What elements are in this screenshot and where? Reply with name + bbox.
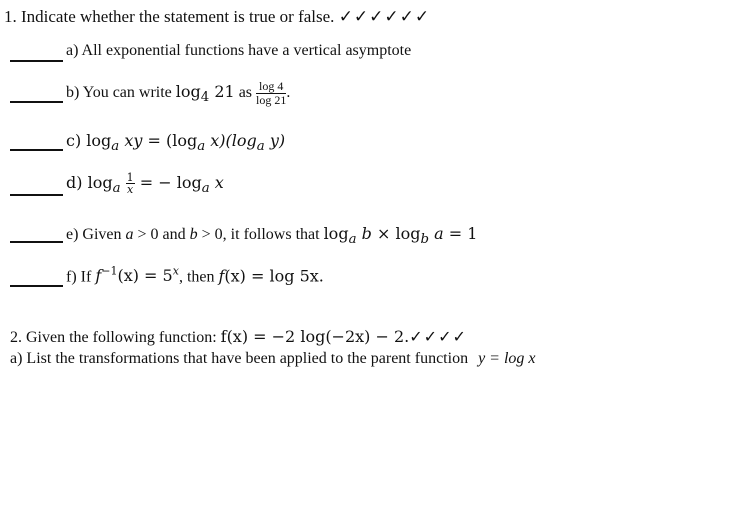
statement-f: [66, 265, 324, 286]
var-a: a: [125, 226, 134, 243]
log-base: a: [111, 139, 120, 155]
question-2-text: 2. Given the following function:: [10, 329, 217, 346]
log-base: 4: [200, 90, 210, 106]
statement-e-expr: [323, 224, 478, 248]
equals-one: = 1: [448, 224, 478, 243]
answer-blank-f[interactable]: [10, 285, 63, 287]
statement-b-log: [175, 82, 235, 106]
f-symbol: f: [218, 266, 225, 286]
label-d: d): [66, 173, 83, 192]
log-base: a: [256, 139, 265, 155]
fraction-denominator: x: [127, 183, 134, 196]
times-log: × log: [376, 224, 421, 243]
answer-blank-e[interactable]: [10, 241, 63, 243]
statement-b-fraction: [256, 80, 286, 107]
as-text: as: [238, 84, 253, 102]
log-text: log: [86, 131, 112, 150]
then-text: , then: [178, 268, 215, 286]
log-arg: xy: [124, 131, 143, 150]
cond-a: > 0 and: [137, 226, 186, 243]
statement-c: [66, 131, 285, 154]
part-a-text: a) List the transformations that have been applied to the parent function: [10, 350, 469, 367]
fraction-numerator: log 4: [256, 80, 286, 94]
f-symbol: f: [95, 266, 102, 286]
statement-f-expr: [95, 266, 179, 285]
log-text: log: [323, 224, 349, 243]
statement-d: [66, 172, 224, 196]
var-b: b: [189, 226, 198, 243]
label-c: c): [66, 131, 82, 150]
question-1-title: [4, 7, 430, 27]
cond-b: > 0, it follows that: [201, 226, 320, 243]
answer-blank-a[interactable]: [10, 60, 63, 62]
log-text: log: [175, 82, 201, 102]
question-2-part-a: [10, 350, 536, 368]
checkmarks: ✓✓✓✓✓✓: [338, 7, 431, 26]
statement-e-text: e) Given: [66, 226, 122, 243]
question-1-text: 1. Indicate whether the statement is true or false.: [4, 7, 335, 26]
log-base: a: [112, 181, 121, 197]
answer-blank-d[interactable]: [10, 194, 63, 196]
statement-b-text: b) You can write: [66, 84, 172, 102]
exponent-x: x: [172, 265, 179, 278]
fraction-numerator: 1: [126, 171, 134, 184]
paren-x: x)(log: [210, 131, 257, 150]
answer-blank-b[interactable]: [10, 101, 63, 103]
question-2-function: f(x) = −2 log(−2x) − 2.: [220, 327, 410, 346]
log-base: b: [420, 232, 429, 248]
inverse-exponent: −1: [101, 265, 118, 278]
log-arg: x: [214, 173, 224, 192]
log-base: a: [201, 181, 210, 197]
statement-b: [66, 80, 290, 107]
answer-blank-c[interactable]: [10, 149, 63, 151]
log-arg: 21: [214, 82, 235, 102]
log-base: a: [197, 139, 206, 155]
paren-y: y): [269, 131, 286, 150]
statement-a-text: a) All exponential functions have a vertical asymptote: [66, 42, 412, 59]
statement-e: [66, 224, 477, 247]
log-arg: a: [434, 224, 444, 243]
equals-neg-log: = − log: [139, 173, 202, 192]
checkmarks: ✓✓✓✓: [409, 329, 467, 346]
question-2-title: [10, 327, 467, 347]
paren-log: (log: [166, 131, 198, 150]
log-arg: b: [361, 224, 372, 243]
period: .: [286, 84, 291, 102]
log-base: a: [348, 232, 357, 248]
statement-f-rhs: [218, 266, 323, 285]
statement-d-fraction: [126, 172, 135, 195]
statement-f-text: f) If: [66, 268, 92, 286]
statement-a: [66, 42, 411, 60]
parent-function: y = log x: [478, 350, 536, 367]
f-rest: (x) = log 5x.: [224, 266, 324, 286]
log-text: log: [87, 173, 113, 192]
finv-expr: (x) = 5: [117, 266, 173, 286]
equals: =: [147, 131, 161, 150]
fraction-denominator: log 21: [256, 93, 287, 107]
